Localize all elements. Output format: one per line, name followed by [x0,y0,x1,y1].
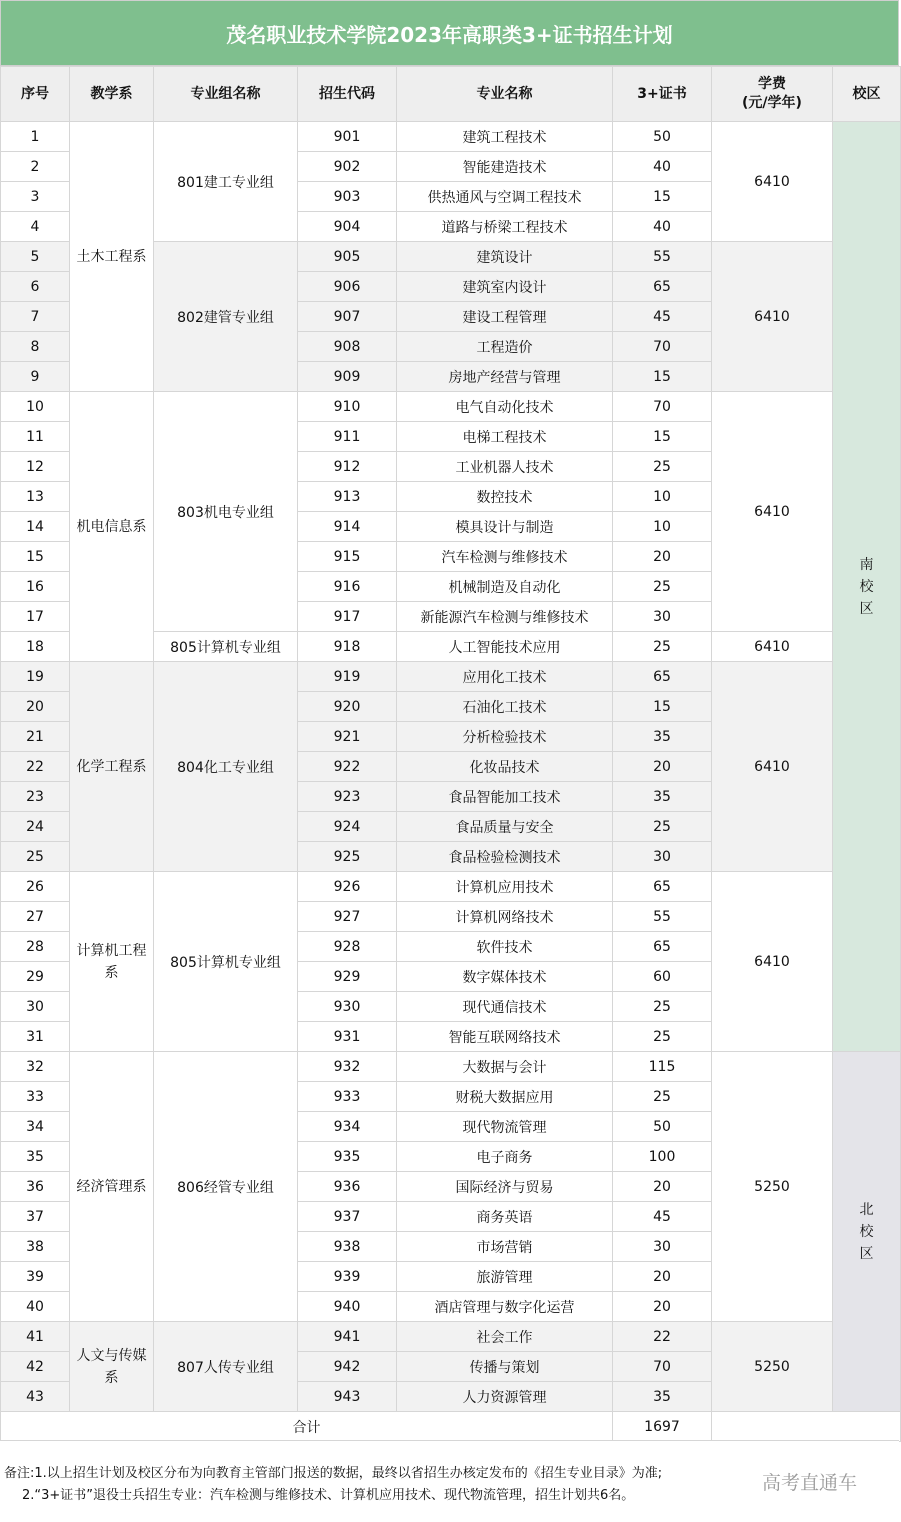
code-cell: 918 [298,632,397,662]
count-cell: 70 [613,332,712,362]
code-cell: 926 [298,872,397,902]
code-cell: 903 [298,182,397,212]
code-cell: 913 [298,482,397,512]
dept-cell: 土木工程系 [70,122,154,392]
count-cell: 70 [613,392,712,422]
code-cell: 917 [298,602,397,632]
major-cell: 旅游管理 [397,1262,613,1292]
major-cell: 新能源汽车检测与维修技术 [397,602,613,632]
table-row [1,1322,901,1352]
count-cell: 25 [613,812,712,842]
count-cell: 25 [613,1082,712,1112]
seq-cell: 6 [1,272,70,302]
code-cell: 919 [298,662,397,692]
header-campus: 校区 [833,67,901,122]
count-cell: 20 [613,752,712,782]
header-count: 3+证书 [613,67,712,122]
code-cell: 914 [298,512,397,542]
fee-cell: 5250 [712,1322,833,1412]
major-cell: 数控技术 [397,482,613,512]
fee-cell: 6410 [712,662,833,872]
major-cell: 智能互联网络技术 [397,1022,613,1052]
code-cell: 902 [298,152,397,182]
count-cell: 65 [613,662,712,692]
header-code: 招生代码 [298,67,397,122]
north-campus-char: 校 [859,1223,874,1240]
count-cell: 45 [613,302,712,332]
major-cell: 国际经济与贸易 [397,1172,613,1202]
table-body [1,122,901,1442]
code-cell: 910 [298,392,397,422]
seq-cell: 25 [1,842,70,872]
table-row [1,392,901,422]
major-cell: 建筑室内设计 [397,272,613,302]
seq-cell: 41 [1,1322,70,1352]
major-cell: 食品智能加工技术 [397,782,613,812]
count-cell: 15 [613,692,712,722]
code-cell: 904 [298,212,397,242]
group-cell: 804化工专业组 [154,662,298,872]
total-label: 合计 [1,1412,613,1442]
total-empty [712,1412,901,1442]
major-cell: 工程造价 [397,332,613,362]
seq-cell: 16 [1,572,70,602]
enrollment-table [0,66,901,1442]
seq-cell: 8 [1,332,70,362]
count-cell: 115 [613,1052,712,1082]
count-cell: 22 [613,1322,712,1352]
major-cell: 数字媒体技术 [397,962,613,992]
major-cell: 供热通风与空调工程技术 [397,182,613,212]
code-cell: 921 [298,722,397,752]
dept-cell: 机电信息系 [70,392,154,662]
count-cell: 25 [613,452,712,482]
north-campus-char: 区 [859,1245,874,1262]
count-cell: 20 [613,1292,712,1322]
count-cell: 70 [613,1352,712,1382]
count-cell: 50 [613,122,712,152]
major-cell: 建筑设计 [397,242,613,272]
count-cell: 55 [613,902,712,932]
seq-cell: 13 [1,482,70,512]
code-cell: 916 [298,572,397,602]
seq-cell: 42 [1,1352,70,1382]
group-cell: 801建工专业组 [154,122,298,242]
count-cell: 60 [613,962,712,992]
seq-cell: 21 [1,722,70,752]
seq-cell: 32 [1,1052,70,1082]
major-cell: 机械制造及自动化 [397,572,613,602]
count-cell: 65 [613,272,712,302]
seq-cell: 19 [1,662,70,692]
major-cell: 大数据与会计 [397,1052,613,1082]
seq-cell: 24 [1,812,70,842]
count-cell: 30 [613,842,712,872]
count-cell: 15 [613,422,712,452]
major-cell: 化妆品技术 [397,752,613,782]
fee-cell: 6410 [712,242,833,392]
north-campus-cell [833,1052,901,1412]
header-dept: 教学系 [70,67,154,122]
code-cell: 939 [298,1262,397,1292]
major-cell: 食品检验检测技术 [397,842,613,872]
count-cell: 65 [613,872,712,902]
count-cell: 25 [613,632,712,662]
major-cell: 工业机器人技术 [397,452,613,482]
header-fee [712,67,833,122]
seq-cell: 28 [1,932,70,962]
major-cell: 酒店管理与数字化运营 [397,1292,613,1322]
seq-cell: 4 [1,212,70,242]
south-campus-char: 南 [859,556,874,573]
fee-cell: 6410 [712,632,833,662]
page-title: 茂名职业技术学院2023年高职类3+证书招生计划 [0,0,899,66]
seq-cell: 43 [1,1382,70,1412]
count-cell: 65 [613,932,712,962]
dept-cell: 化学工程系 [70,662,154,872]
header-row [1,67,901,122]
header-seq: 序号 [1,67,70,122]
count-cell: 25 [613,572,712,602]
group-cell: 805计算机专业组 [154,872,298,1052]
code-cell: 911 [298,422,397,452]
table-row [1,872,901,902]
major-cell: 智能建造技术 [397,152,613,182]
seq-cell: 30 [1,992,70,1022]
dept-cell: 人文与传媒系 [70,1322,154,1412]
count-cell: 50 [613,1112,712,1142]
code-cell: 932 [298,1052,397,1082]
seq-cell: 14 [1,512,70,542]
count-cell: 35 [613,1382,712,1412]
seq-cell: 37 [1,1202,70,1232]
major-cell: 汽车检测与维修技术 [397,542,613,572]
major-cell: 现代通信技术 [397,992,613,1022]
major-cell: 电气自动化技术 [397,392,613,422]
code-cell: 930 [298,992,397,1022]
seq-cell: 15 [1,542,70,572]
seq-cell: 39 [1,1262,70,1292]
note-line-2: 2.“3+证书”退役士兵招生专业：汽车检测与维修技术、计算机应用技术、现代物流管理，招生计划共6名。 [22,1488,635,1503]
table-row [1,1052,901,1082]
major-cell: 应用化工技术 [397,662,613,692]
major-cell: 市场营销 [397,1232,613,1262]
code-cell: 929 [298,962,397,992]
dept-cell: 经济管理系 [70,1052,154,1322]
fee-cell: 6410 [712,122,833,242]
seq-cell: 11 [1,422,70,452]
seq-cell: 29 [1,962,70,992]
major-cell: 建筑工程技术 [397,122,613,152]
header-fee-line1: 学费 [758,76,786,92]
header-fee-line2: (元/学年) [742,95,802,111]
code-cell: 931 [298,1022,397,1052]
group-cell: 802建管专业组 [154,242,298,392]
code-cell: 927 [298,902,397,932]
seq-cell: 20 [1,692,70,722]
seq-cell: 27 [1,902,70,932]
major-cell: 食品质量与安全 [397,812,613,842]
code-cell: 909 [298,362,397,392]
group-cell: 803机电专业组 [154,392,298,632]
seq-cell: 7 [1,302,70,332]
count-cell: 10 [613,482,712,512]
total-value: 1697 [613,1412,712,1442]
major-cell: 电梯工程技术 [397,422,613,452]
count-cell: 15 [613,362,712,392]
seq-cell: 5 [1,242,70,272]
code-cell: 942 [298,1352,397,1382]
count-cell: 15 [613,182,712,212]
fee-cell: 6410 [712,392,833,632]
count-cell: 20 [613,1172,712,1202]
seq-cell: 22 [1,752,70,782]
major-cell: 人力资源管理 [397,1382,613,1412]
seq-cell: 3 [1,182,70,212]
code-cell: 935 [298,1142,397,1172]
count-cell: 40 [613,152,712,182]
code-cell: 936 [298,1172,397,1202]
count-cell: 45 [613,1202,712,1232]
code-cell: 940 [298,1292,397,1322]
group-cell: 806经管专业组 [154,1052,298,1322]
dept-cell: 计算机工程系 [70,872,154,1052]
code-cell: 943 [298,1382,397,1412]
major-cell: 商务英语 [397,1202,613,1232]
major-cell: 模具设计与制造 [397,512,613,542]
fee-cell: 5250 [712,1052,833,1322]
code-cell: 938 [298,1232,397,1262]
code-cell: 901 [298,122,397,152]
code-cell: 922 [298,752,397,782]
south-campus-char: 校 [859,578,874,595]
seq-cell: 33 [1,1082,70,1112]
seq-cell: 10 [1,392,70,422]
code-cell: 923 [298,782,397,812]
header-major: 专业名称 [397,67,613,122]
count-cell: 55 [613,242,712,272]
total-row [1,1412,901,1442]
major-cell: 石油化工技术 [397,692,613,722]
group-cell: 807人传专业组 [154,1322,298,1412]
seq-cell: 9 [1,362,70,392]
major-cell: 计算机网络技术 [397,902,613,932]
count-cell: 100 [613,1142,712,1172]
seq-cell: 36 [1,1172,70,1202]
count-cell: 25 [613,1022,712,1052]
header-group: 专业组名称 [154,67,298,122]
table-row [1,122,901,152]
watermark: 高考直通车 [762,1472,858,1494]
seq-cell: 35 [1,1142,70,1172]
seq-cell: 18 [1,632,70,662]
major-cell: 现代物流管理 [397,1112,613,1142]
code-cell: 933 [298,1082,397,1112]
code-cell: 905 [298,242,397,272]
code-cell: 920 [298,692,397,722]
major-cell: 建设工程管理 [397,302,613,332]
code-cell: 934 [298,1112,397,1142]
count-cell: 20 [613,542,712,572]
seq-cell: 1 [1,122,70,152]
south-campus-char: 区 [859,600,874,617]
table-row [1,662,901,692]
south-campus-cell [833,122,901,1052]
seq-cell: 26 [1,872,70,902]
major-cell: 财税大数据应用 [397,1082,613,1112]
count-cell: 25 [613,992,712,1022]
seq-cell: 12 [1,452,70,482]
major-cell: 计算机应用技术 [397,872,613,902]
seq-cell: 23 [1,782,70,812]
seq-cell: 31 [1,1022,70,1052]
major-cell: 社会工作 [397,1322,613,1352]
code-cell: 907 [298,302,397,332]
count-cell: 35 [613,782,712,812]
count-cell: 20 [613,1262,712,1292]
count-cell: 30 [613,602,712,632]
fee-cell: 6410 [712,872,833,1052]
code-cell: 908 [298,332,397,362]
note-line-1: 备注:1.以上招生计划及校区分布为向教育主管部门报送的数据，最终以省招生办核定发布的《招生专业目录》为准; [4,1466,663,1481]
count-cell: 30 [613,1232,712,1262]
group-cell: 805计算机专业组 [154,632,298,662]
code-cell: 915 [298,542,397,572]
code-cell: 906 [298,272,397,302]
code-cell: 928 [298,932,397,962]
count-cell: 35 [613,722,712,752]
major-cell: 房地产经营与管理 [397,362,613,392]
seq-cell: 34 [1,1112,70,1142]
north-campus-char: 北 [859,1201,874,1218]
count-cell: 10 [613,512,712,542]
code-cell: 924 [298,812,397,842]
count-cell: 40 [613,212,712,242]
seq-cell: 17 [1,602,70,632]
code-cell: 912 [298,452,397,482]
seq-cell: 38 [1,1232,70,1262]
major-cell: 道路与桥梁工程技术 [397,212,613,242]
major-cell: 电子商务 [397,1142,613,1172]
major-cell: 人工智能技术应用 [397,632,613,662]
code-cell: 941 [298,1322,397,1352]
major-cell: 传播与策划 [397,1352,613,1382]
seq-cell: 40 [1,1292,70,1322]
code-cell: 925 [298,842,397,872]
code-cell: 937 [298,1202,397,1232]
seq-cell: 2 [1,152,70,182]
major-cell: 分析检验技术 [397,722,613,752]
major-cell: 软件技术 [397,932,613,962]
